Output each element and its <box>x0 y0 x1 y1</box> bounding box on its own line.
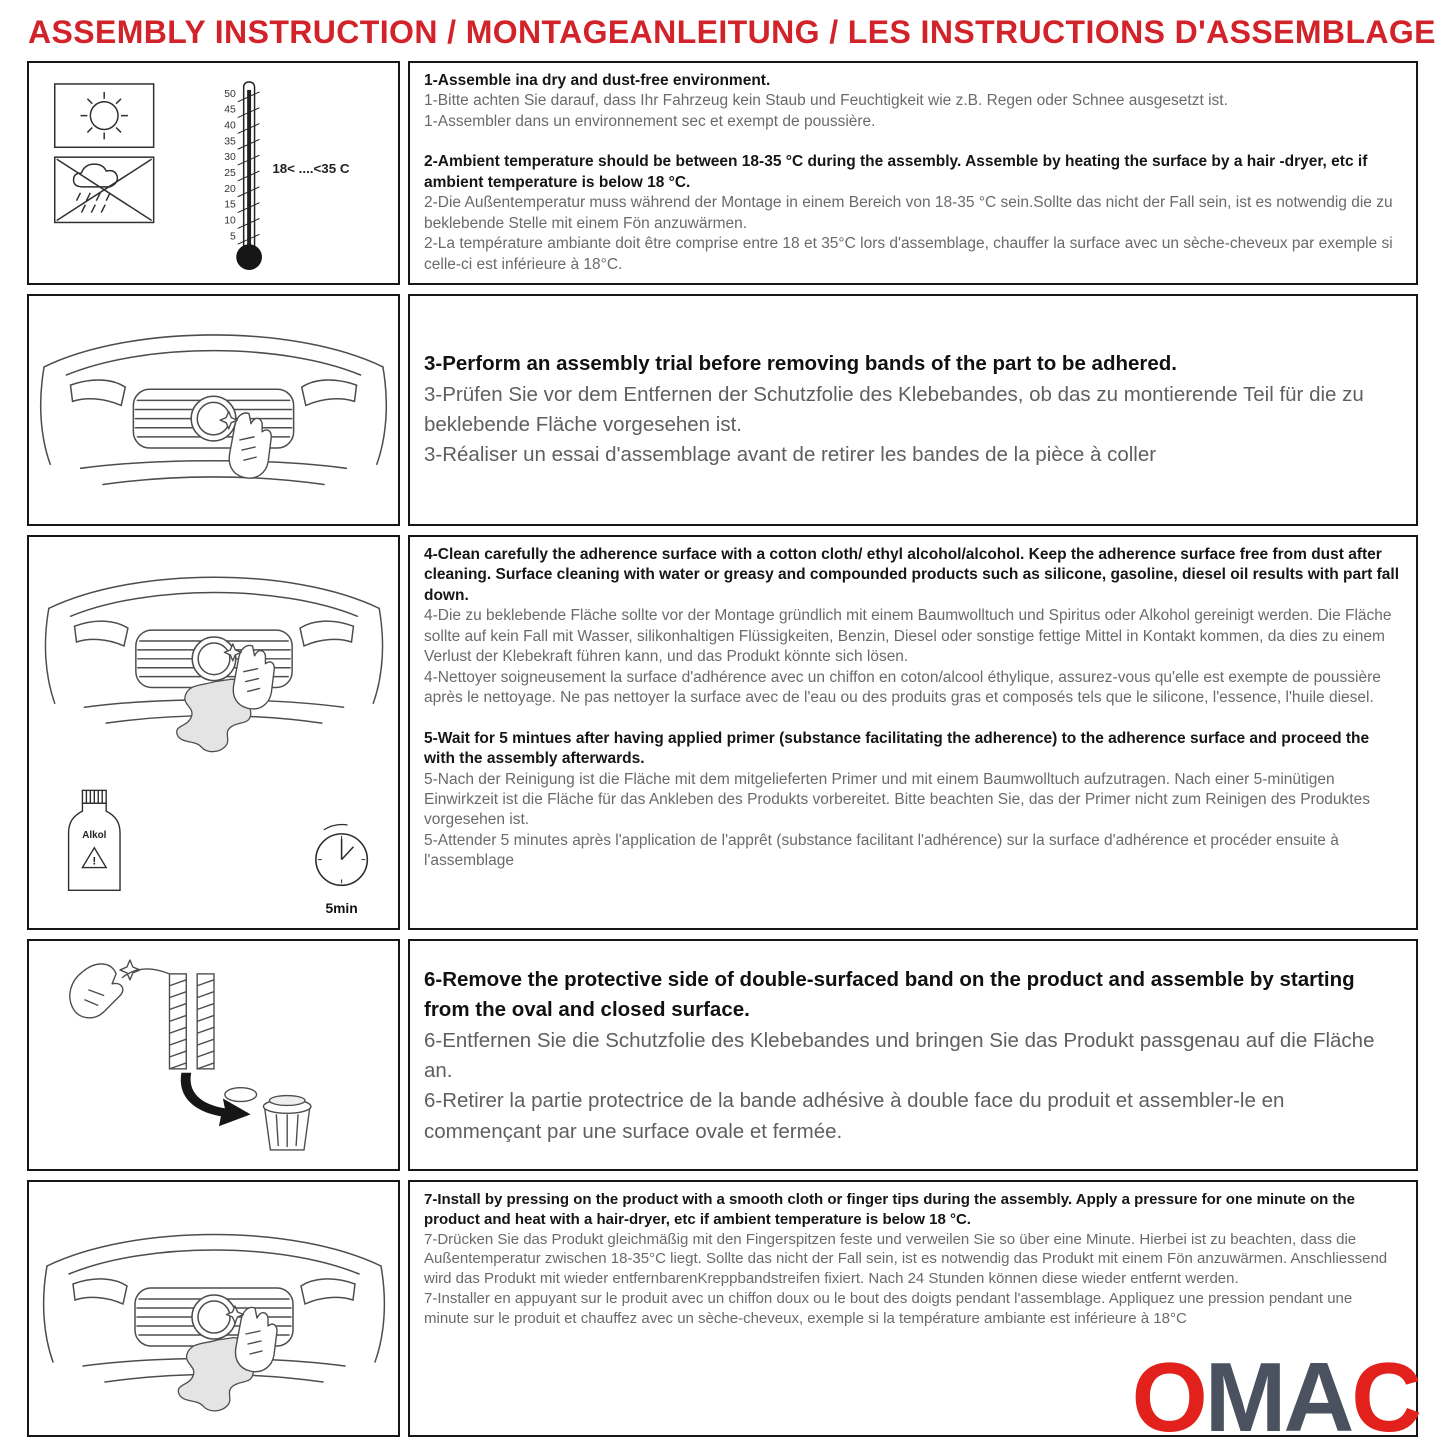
step-3-text-de: 3-Prüfen Sie vor dem Entfernen der Schutzfolie des Klebebandes, ob das zu montierende Teil für die zu beklebende Fläche vorgesehen ist. <box>424 382 1364 436</box>
warning-mark: ! <box>92 855 97 868</box>
figure-cleaning <box>27 535 400 930</box>
step-3-text-panel <box>408 294 1418 526</box>
thermo-tick: 25 <box>224 167 236 179</box>
adhesive-part-icon <box>225 1088 257 1102</box>
instruction-step-1-2 <box>27 61 1418 285</box>
tape-strips-icon <box>122 969 214 1069</box>
temperature-range-label: 18< ....<35 C <box>272 161 350 176</box>
no-rain-icon <box>55 157 154 222</box>
climate-illustration <box>31 66 396 280</box>
figure-remove-band <box>27 939 400 1171</box>
thermo-tick: 5 <box>229 231 236 243</box>
trash-can-icon <box>263 1096 310 1150</box>
thermo-tick: 15 <box>224 199 236 211</box>
step-2-text-fr: 2-La température ambiante doit être comprise entre 18 et 35°C lors d'assemblage, chauffer la surface avec un sèche-cheveux par exemple si celle-ci est inférieure à 18°C. <box>424 235 1393 273</box>
thermo-tick: 45 <box>224 104 236 116</box>
step-4-text-fr: 4-Nettoyer soigneusement la surface d'adhérence avec un chiffon en coton/alcool éthylique, assurez-vous qu'elle est exempte de poussière après le nettoyage. Ne pas nettoyer la surface avec de l'eau ou des produits gras et composés tels que le silicone, l'essence, l'huile diesel. <box>424 668 1381 707</box>
step-3-text-fr: 3-Réaliser un essai d'assemblage avant de retirer les bandes de la pièce à coller <box>424 443 1157 467</box>
thermo-tick: 10 <box>224 215 236 227</box>
step-7-text-fr: 7-Installer en appuyant sur le produit avec un chiffon doux ou le bout des doigts pendant l'assemblage. Appliquez une pression pendant une minute sur le produit et chauffez avec un sèche-cheveux, exemple si la température ambiante est inférieure à 18°C <box>424 1289 1353 1327</box>
bottle-label: Alkol <box>82 829 107 841</box>
thermo-tick: 40 <box>224 120 236 132</box>
instruction-step-3 <box>27 294 1418 526</box>
thermo-tick: 30 <box>224 152 236 164</box>
step-5-text-fr: 5-Attender 5 minutes après l'application de l'apprêt (substance facilitant l'adhérence) sur la surface d'adhérence et procéder ensuite à l'assemblage <box>424 831 1339 870</box>
thermometer-icon <box>224 82 350 270</box>
arrow-icon <box>181 1073 251 1126</box>
step-5-text-de: 5-Nach der Reinigung ist die Fläche mit dem mitgelieferten Primer und mit einem Baumwolltuch aufzutragen. Nach einer 5-minütigen Einwirkzeit ist die Fläche für das Ankleben des Produkts vorbereitet. Bitte beachten Sie, das der Primer nicht zum Reinigen des Produktes vorgesehen ist. <box>424 770 1370 829</box>
step-2-text-en: 2-Ambient temperature should be between 18-35 °C during the assembly. Assemble by heating the surface by a hair -dryer, etc if ambient temperature is below 18 °C. <box>424 153 1368 191</box>
step-6-text-de: 6-Entfernen Sie die Schutzfolie des Klebebandes und bringen Sie das Produkt passgenau auf die Fläche an. <box>424 1028 1375 1082</box>
step-6-text-en: 6-Remove the protective side of double-surfaced band on the product and assemble by starting from the oval and closed surface. <box>424 968 1355 1022</box>
hand-icon <box>70 960 140 1018</box>
cleaning-illustration <box>31 541 396 924</box>
omac-logo-letter: A <box>1283 1342 1352 1445</box>
thermo-tick: 20 <box>224 183 236 195</box>
omac-logo <box>1131 1342 1419 1445</box>
page-title: ASSEMBLY INSTRUCTION / MONTAGEANLEITUNG / LES INSTRUCTIONS D'ASSEMBLAGE <box>28 14 1436 50</box>
alcohol-bottle-icon <box>69 790 120 890</box>
step-4-5-text-panel <box>408 535 1418 930</box>
thermo-tick: 35 <box>224 136 236 148</box>
figure-press-install <box>27 1180 400 1437</box>
step-1-text-de: 1-Bitte achten Sie darauf, dass Ihr Fahrzeug kein Staub und Feuchtigkeit wie z.B. Regen oder Schnee ausgesetzt ist. <box>424 92 1228 110</box>
sun-icon <box>55 84 154 147</box>
step-1-text-en: 1-Assemble ina dry and dust-free environment. <box>424 72 771 89</box>
clock-icon <box>316 825 367 916</box>
step-7-text-de: 7-Drücken Sie das Produkt gleichmäßig mit den Fingerspitzen feste und verweilen Sie so über eine Minute. Hierbei ist zu beachten, dass die Außentemperatur zwischen 18-35°C liegt. Sollte das nicht der Fall sein, ist es notwendig das Produkt mit einem Fön anzuwärmen. Anschliessend wird das Produkt mit wieder entfernbarenKreppbandstreifen fixiert. Nach 24 Stunden können diese wieder entfernt werden. <box>424 1230 1388 1288</box>
car-grille-icon <box>41 334 387 484</box>
instruction-step-6 <box>27 939 1418 1171</box>
step-1-2-text-panel <box>408 61 1418 285</box>
step-6-text-panel <box>408 939 1418 1171</box>
instruction-step-4-5 <box>27 535 1418 930</box>
step-1-text-fr: 1-Assembler dans un environnement sec et exempt de poussière. <box>424 112 876 130</box>
step-4-text-en: 4-Clean carefully the adherence surface with a cotton cloth/ ethyl alcohol/alcohol. Keep the adherence surface free from dust after cleaning. Surface cleaning with water or greasy and compounded products such as silicone, gasoline, diesel oil results with part fall down. <box>424 546 1400 604</box>
figure-environment <box>27 61 400 285</box>
figure-assembly-trial <box>27 294 400 526</box>
clock-label: 5min <box>325 900 358 917</box>
step-5-text-en: 5-Wait for 5 mintues after having applied primer (substance facilitating the adherence) to the adherence surface and proceed the with the assembly afterwards. <box>424 729 1370 768</box>
omac-logo-letter: O <box>1131 1342 1205 1445</box>
thermo-tick: 50 <box>224 88 236 100</box>
step-2-text-de: 2-Die Außentemperatur muss während der Montage in einem Bereich von 18-35 °C sein.Sollte das nicht der Fall sein, ist es notwendig die zu beklebende Stelle mit einem Fön anzuwärmen. <box>424 194 1393 232</box>
press-illustration <box>39 1204 389 1414</box>
omac-logo-letter: C <box>1351 1342 1419 1445</box>
step-6-text-fr: 6-Retirer la partie protectrice de la bande adhésive à double face du produit et assembler-le en commençant par une surface ovale et fermée. <box>424 1089 1285 1143</box>
car-grille-trial-illustration <box>36 304 391 517</box>
step-4-text-de: 4-Die zu beklebende Fläche sollte vor der Montage gründlich mit einem Baumwolltuch und Spiritus oder Alkohol gereinigt werden. Die Fläche sollte auf kein Fall mit Wasser, silikonhaltigen Flüssigkeiten, Benzin, Diesel oder sonstige fettige Mittel in Kontakt kommen, da dies zu einem Verlust der Klebekraft führen kann, und das Produkt könnte sich lösen. <box>424 607 1392 666</box>
step-3-text-en: 3-Perform an assembly trial before removing bands of the part to be adhered. <box>424 352 1177 376</box>
band-removal-illustration <box>31 946 396 1164</box>
hand-icon <box>220 411 271 478</box>
step-7-text-en: 7-Install by pressing on the product with a smooth cloth or finger tips during the assembly. Apply a pressure for one minute on the product and heat with a hair-dryer, etc if ambient temperature is below 18 °C. <box>424 1191 1355 1228</box>
omac-logo-letter: M <box>1204 1342 1284 1445</box>
